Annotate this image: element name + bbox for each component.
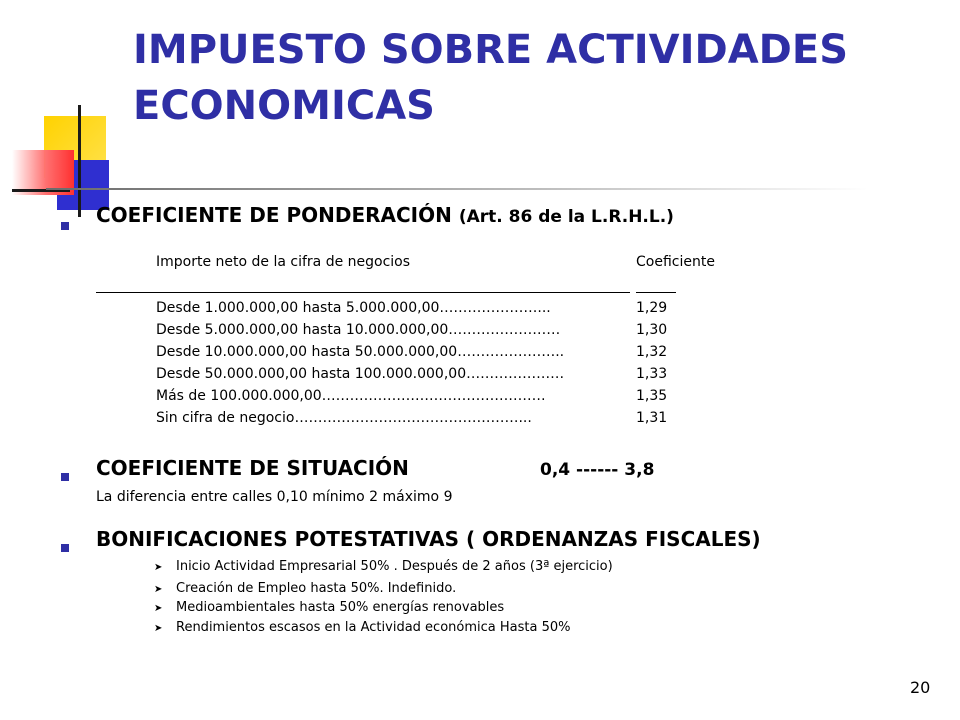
row-label: Desde 1.000.000,00 hasta 5.000.000,00…………………... <box>156 300 551 316</box>
title-underline <box>46 188 868 190</box>
table-row <box>156 388 668 404</box>
row-value: 1,32 <box>636 344 668 360</box>
situacion-note: La diferencia entre calles 0,10 mínimo 2 máximo 9 <box>96 489 453 505</box>
list-item: Rendimientos escasos en la Actividad económica Hasta 50% <box>176 620 571 635</box>
section-bullet-icon <box>61 473 69 481</box>
table-row <box>156 322 668 338</box>
table-row <box>156 410 668 426</box>
row-label: Sin cifra de negocio…………………………………………... <box>156 410 532 426</box>
page-number: 20 <box>910 678 931 697</box>
ponderacion-heading <box>96 203 674 227</box>
row-label: Desde 5.000.000,00 hasta 10.000.000,00…………………… <box>156 322 561 338</box>
table-header-rule-coef <box>636 292 676 293</box>
ponderacion-heading-text: COEFICIENTE DE PONDERACIÓN <box>96 203 452 227</box>
list-item: Medioambientales hasta 50% energías renovables <box>176 600 505 615</box>
bonificaciones-heading: BONIFICACIONES POTESTATIVAS ( ORDENANZAS FISCALES) <box>96 527 761 551</box>
column-header-importe: Importe neto de la cifra de negocios <box>156 254 411 270</box>
row-value: 1,35 <box>636 388 668 404</box>
arrow-bullet-icon: ➤ <box>154 562 163 573</box>
column-header-coeficiente: Coeficiente <box>636 254 715 270</box>
arrow-bullet-icon: ➤ <box>154 603 163 614</box>
arrow-bullet-icon: ➤ <box>154 584 163 595</box>
row-label: Más de 100.000.000,00………………………………………… <box>156 388 546 404</box>
slide-title: IMPUESTO SOBRE ACTIVIDADES ECONOMICAS <box>133 27 848 129</box>
situacion-range: 0,4 ------ 3,8 <box>540 460 655 480</box>
table-row <box>156 300 668 316</box>
situacion-heading: COEFICIENTE DE SITUACIÓN <box>96 456 409 480</box>
table-row <box>156 366 668 382</box>
section-bullet-icon <box>61 222 69 230</box>
table-header-rule <box>96 292 630 293</box>
row-value: 1,33 <box>636 366 668 382</box>
ponderacion-heading-ref: (Art. 86 de la L.R.H.L.) <box>458 207 674 227</box>
row-value: 1,31 <box>636 410 668 426</box>
section-bullet-icon <box>61 544 69 552</box>
row-label: Desde 10.000.000,00 hasta 50.000.000,00………………….. <box>156 344 565 360</box>
row-value: 1,30 <box>636 322 668 338</box>
decor-vertical-line <box>78 105 81 217</box>
row-label: Desde 50.000.000,00 hasta 100.000.000,00………………… <box>156 366 565 382</box>
list-item: Inicio Actividad Empresarial 50% . Después de 2 años (3ª ejercicio) <box>176 559 613 574</box>
arrow-bullet-icon: ➤ <box>154 623 163 634</box>
list-item: Creación de Empleo hasta 50%. Indefinido. <box>176 581 457 596</box>
row-value: 1,29 <box>636 300 668 316</box>
table-row <box>156 344 668 360</box>
